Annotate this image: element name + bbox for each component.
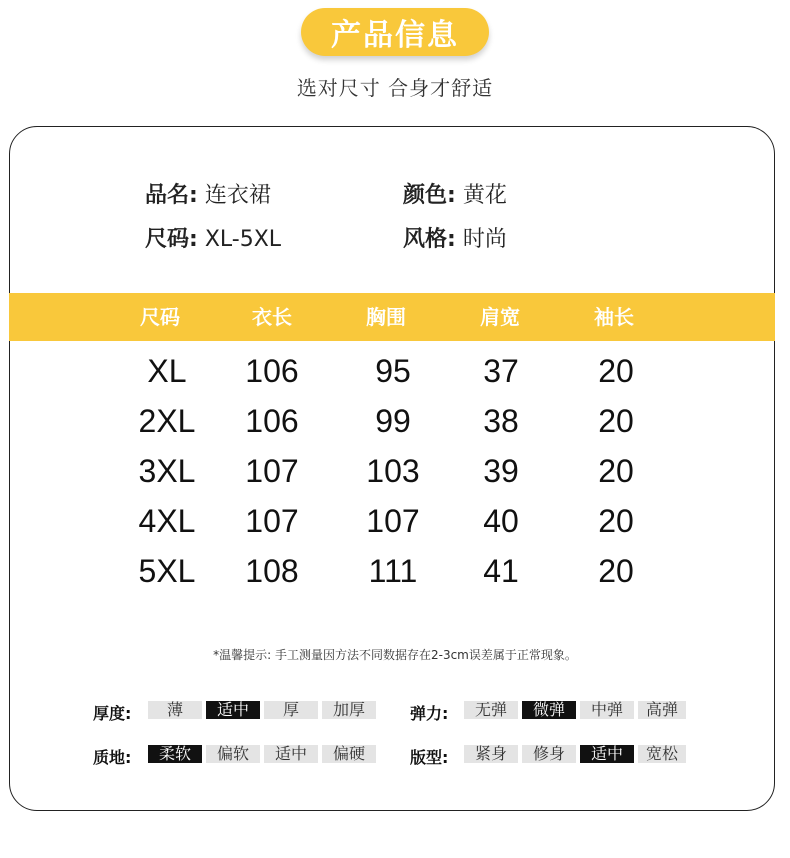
product-size-value: XL-5XL <box>204 227 282 252</box>
table-cell: 20 <box>598 453 634 489</box>
header-bust: 胸围 <box>366 305 406 329</box>
page-title: 产品信息 <box>331 18 459 53</box>
table-cell: 95 <box>375 353 411 389</box>
table-cell: 111 <box>368 553 418 589</box>
title-badge <box>301 8 489 56</box>
table-cell: 107 <box>366 503 420 539</box>
table-cell: 4XL <box>138 503 196 539</box>
table-cell: 99 <box>375 403 411 439</box>
table-cell: 20 <box>598 353 634 389</box>
fit-option-slim: 修身 <box>522 745 576 763</box>
table-cell: 2XL <box>138 403 196 439</box>
measurement-note: *温馨提示: 手工测量因方法不同数据存在2-3cm误差属于正常现象。 <box>213 648 577 662</box>
thickness-option-thick: 厚 <box>264 701 318 719</box>
thickness-label: 厚度: <box>93 704 132 723</box>
product-size-label: 尺码: <box>145 227 198 252</box>
product-style-value: 时尚 <box>462 227 507 252</box>
table-cell: 40 <box>483 503 519 539</box>
thickness-option-medium: 适中 <box>206 701 260 719</box>
table-cell: 103 <box>366 453 420 489</box>
table-cell: 3XL <box>138 453 196 489</box>
texture-option-softish: 偏软 <box>206 745 260 763</box>
table-cell: 20 <box>598 503 634 539</box>
table-cell: 107 <box>245 503 299 539</box>
table-cell: 38 <box>483 403 519 439</box>
elasticity-option-slight: 微弹 <box>522 701 576 719</box>
table-cell: XL <box>147 353 187 389</box>
texture-option-hardish: 偏硬 <box>322 745 376 763</box>
product-style-label: 风格: <box>403 227 456 252</box>
elasticity-option-medium: 中弹 <box>580 701 634 719</box>
table-cell: 106 <box>245 403 299 439</box>
texture-option-medium: 适中 <box>264 745 318 763</box>
table-cell: 107 <box>245 453 299 489</box>
thickness-option-extra-thick: 加厚 <box>322 701 376 719</box>
product-name-label: 品名: <box>145 183 198 208</box>
header-shoulder: 肩宽 <box>480 305 520 329</box>
table-cell: 20 <box>598 553 634 589</box>
table-cell: 37 <box>483 353 519 389</box>
product-size-range <box>145 222 281 253</box>
fit-option-regular: 适中 <box>580 745 634 763</box>
product-name <box>145 178 271 209</box>
header-length: 衣长 <box>252 305 292 329</box>
texture-option-soft: 柔软 <box>148 745 202 763</box>
elasticity-option-none: 无弹 <box>464 701 518 719</box>
header-sleeve: 袖长 <box>594 305 634 329</box>
product-color <box>403 178 507 209</box>
fit-option-loose: 宽松 <box>638 745 686 763</box>
elasticity-option-high: 高弹 <box>638 701 686 719</box>
table-cell: 39 <box>483 453 519 489</box>
table-cell: 106 <box>245 353 299 389</box>
product-name-value: 连衣裙 <box>204 183 271 208</box>
header-size: 尺码 <box>140 305 180 329</box>
thickness-option-thin: 薄 <box>148 701 202 719</box>
table-cell: 5XL <box>138 553 196 589</box>
fit-option-tight: 紧身 <box>464 745 518 763</box>
product-color-label: 颜色: <box>403 183 456 208</box>
table-cell: 108 <box>245 553 299 589</box>
product-style <box>403 222 507 253</box>
texture-label: 质地: <box>93 748 132 767</box>
table-cell: 41 <box>483 553 519 589</box>
elasticity-label: 弹力: <box>410 704 449 723</box>
table-cell: 20 <box>598 403 634 439</box>
product-color-value: 黄花 <box>462 183 507 208</box>
page-subtitle: 选对尺寸 合身才舒适 <box>296 76 494 100</box>
fit-label: 版型: <box>410 748 449 767</box>
